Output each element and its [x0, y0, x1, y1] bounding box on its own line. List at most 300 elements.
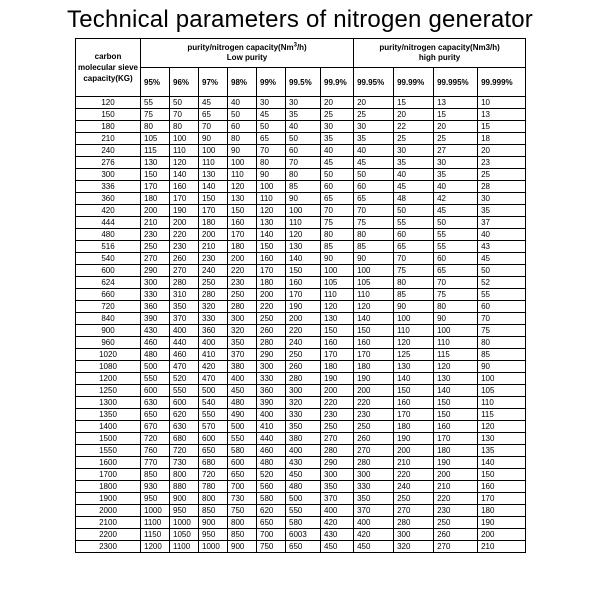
- nitrogen-capacity-cell: 110: [394, 325, 434, 337]
- purity-header: 97%: [199, 68, 228, 97]
- nitrogen-capacity-cell: 35: [321, 133, 354, 145]
- nitrogen-capacity-cell: 650: [228, 469, 257, 481]
- nitrogen-capacity-cell: 260: [286, 361, 321, 373]
- nitrogen-capacity-cell: 150: [434, 409, 478, 421]
- nitrogen-capacity-cell: 800: [199, 493, 228, 505]
- nitrogen-capacity-cell: 1000: [141, 505, 170, 517]
- nitrogen-capacity-cell: 25: [434, 133, 478, 145]
- table-row: [76, 109, 526, 121]
- nitrogen-capacity-cell: 13: [434, 97, 478, 109]
- purity-header: 99.995%: [434, 68, 478, 97]
- nitrogen-capacity-cell: 20: [354, 97, 394, 109]
- nitrogen-capacity-cell: 80: [141, 121, 170, 133]
- nitrogen-capacity-cell: 25: [354, 109, 394, 121]
- nitrogen-capacity-cell: 460: [141, 337, 170, 349]
- nitrogen-capacity-cell: 320: [228, 325, 257, 337]
- nitrogen-capacity-cell: 150: [228, 205, 257, 217]
- nitrogen-capacity-cell: 20: [321, 97, 354, 109]
- nitrogen-capacity-cell: 120: [478, 421, 526, 433]
- nitrogen-capacity-cell: 470: [199, 373, 228, 385]
- nitrogen-capacity-cell: 280: [228, 301, 257, 313]
- purity-header: 98%: [228, 68, 257, 97]
- nitrogen-capacity-cell: 45: [434, 205, 478, 217]
- nitrogen-capacity-cell: 270: [434, 541, 478, 553]
- nitrogen-capacity-cell: 70: [354, 205, 394, 217]
- nitrogen-capacity-cell: 270: [141, 253, 170, 265]
- nitrogen-capacity-cell: 130: [286, 241, 321, 253]
- table-row: [76, 469, 526, 481]
- nitrogen-capacity-cell: 520: [170, 373, 199, 385]
- nitrogen-capacity-cell: 90: [394, 301, 434, 313]
- purity-header: 99.9%: [321, 68, 354, 97]
- table-row: [76, 541, 526, 553]
- nitrogen-capacity-cell: 50: [170, 97, 199, 109]
- nitrogen-capacity-cell: 240: [199, 265, 228, 277]
- nitrogen-capacity-cell: 180: [141, 193, 170, 205]
- nitrogen-capacity-cell: 50: [354, 169, 394, 181]
- nitrogen-capacity-cell: 330: [141, 289, 170, 301]
- table-row: [76, 433, 526, 445]
- nitrogen-capacity-cell: 180: [228, 241, 257, 253]
- nitrogen-capacity-cell: 270: [170, 265, 199, 277]
- nitrogen-capacity-cell: 60: [321, 181, 354, 193]
- nitrogen-capacity-cell: 200: [434, 469, 478, 481]
- nitrogen-capacity-cell: 750: [228, 505, 257, 517]
- table-row: [76, 481, 526, 493]
- nitrogen-capacity-cell: 130: [228, 193, 257, 205]
- nitrogen-capacity-cell: 100: [199, 145, 228, 157]
- nitrogen-capacity-cell: 220: [321, 397, 354, 409]
- nitrogen-capacity-cell: 280: [354, 457, 394, 469]
- nitrogen-capacity-cell: 190: [286, 301, 321, 313]
- nitrogen-capacity-cell: 160: [394, 397, 434, 409]
- nitrogen-capacity-cell: 440: [170, 337, 199, 349]
- nitrogen-capacity-cell: 100: [394, 313, 434, 325]
- nitrogen-capacity-cell: 50: [286, 133, 321, 145]
- nitrogen-capacity-cell: 720: [141, 433, 170, 445]
- nitrogen-capacity-cell: 100: [228, 157, 257, 169]
- nitrogen-capacity-cell: 30: [257, 97, 286, 109]
- nitrogen-capacity-cell: 410: [257, 421, 286, 433]
- nitrogen-capacity-cell: 50: [434, 217, 478, 229]
- purity-header: 95%: [141, 68, 170, 97]
- nitrogen-capacity-cell: 190: [394, 433, 434, 445]
- nitrogen-capacity-cell: 80: [170, 121, 199, 133]
- sieve-capacity-cell: 2100: [76, 517, 141, 529]
- table-row: [76, 421, 526, 433]
- table-row: [76, 121, 526, 133]
- nitrogen-capacity-cell: 600: [228, 457, 257, 469]
- purity-header: 99.99%: [394, 68, 434, 97]
- low-purity-label: Low purity: [226, 53, 268, 62]
- nitrogen-capacity-cell: 330: [286, 409, 321, 421]
- table-row: [76, 505, 526, 517]
- nitrogen-capacity-cell: 600: [199, 433, 228, 445]
- nitrogen-capacity-cell: 15: [434, 109, 478, 121]
- nitrogen-capacity-cell: 6003: [286, 529, 321, 541]
- nitrogen-capacity-cell: 85: [354, 241, 394, 253]
- nitrogen-capacity-cell: 120: [257, 205, 286, 217]
- nitrogen-capacity-cell: 150: [321, 325, 354, 337]
- nitrogen-capacity-cell: 420: [199, 361, 228, 373]
- nitrogen-capacity-cell: 90: [478, 361, 526, 373]
- nitrogen-capacity-cell: 37: [478, 217, 526, 229]
- nitrogen-capacity-cell: 170: [199, 205, 228, 217]
- nitrogen-capacity-cell: 120: [434, 361, 478, 373]
- header-group-row: [76, 39, 526, 68]
- sieve-capacity-cell: 1400: [76, 421, 141, 433]
- nitrogen-capacity-cell: 65: [321, 193, 354, 205]
- nitrogen-capacity-cell: 1000: [170, 517, 199, 529]
- nitrogen-capacity-cell: 370: [170, 313, 199, 325]
- nitrogen-capacity-cell: 90: [434, 313, 478, 325]
- nitrogen-capacity-cell: 130: [478, 433, 526, 445]
- nitrogen-capacity-cell: 250: [199, 277, 228, 289]
- nitrogen-capacity-cell: 35: [434, 169, 478, 181]
- nitrogen-capacity-cell: 300: [141, 277, 170, 289]
- nitrogen-capacity-cell: 40: [228, 97, 257, 109]
- nitrogen-capacity-cell: 270: [354, 445, 394, 457]
- sieve-capacity-cell: 1300: [76, 397, 141, 409]
- nitrogen-capacity-cell: 70: [478, 313, 526, 325]
- nitrogen-capacity-cell: 620: [257, 505, 286, 517]
- sieve-capacity-cell: 1350: [76, 409, 141, 421]
- nitrogen-capacity-cell: 250: [228, 289, 257, 301]
- nitrogen-capacity-cell: 430: [286, 457, 321, 469]
- nitrogen-capacity-cell: 125: [394, 349, 434, 361]
- nitrogen-capacity-cell: 130: [257, 217, 286, 229]
- nitrogen-capacity-cell: 110: [257, 193, 286, 205]
- nitrogen-capacity-cell: 100: [434, 325, 478, 337]
- nitrogen-capacity-cell: 90: [286, 193, 321, 205]
- nitrogen-capacity-cell: 400: [354, 517, 394, 529]
- table-row: [76, 373, 526, 385]
- table-row: [76, 517, 526, 529]
- table-row: [76, 253, 526, 265]
- nitrogen-capacity-cell: 240: [394, 481, 434, 493]
- nitrogen-capacity-cell: 480: [141, 349, 170, 361]
- nitrogen-capacity-cell: 150: [257, 241, 286, 253]
- nitrogen-capacity-cell: 600: [141, 385, 170, 397]
- table-row: [76, 301, 526, 313]
- nitrogen-capacity-cell: 140: [170, 169, 199, 181]
- nitrogen-capacity-cell: 360: [257, 385, 286, 397]
- nitrogen-capacity-cell: 300: [321, 469, 354, 481]
- table-row: [76, 385, 526, 397]
- nitrogen-capacity-cell: 900: [170, 493, 199, 505]
- purity-header: 99.5%: [286, 68, 321, 97]
- purity-header: 96%: [170, 68, 199, 97]
- nitrogen-capacity-cell: 150: [354, 325, 394, 337]
- nitrogen-capacity-cell: 180: [257, 277, 286, 289]
- table-row: [76, 205, 526, 217]
- nitrogen-capacity-cell: 250: [286, 349, 321, 361]
- table-row: [76, 217, 526, 229]
- sieve-capacity-cell: 1200: [76, 373, 141, 385]
- nitrogen-capacity-cell: 200: [170, 217, 199, 229]
- nitrogen-capacity-cell: 250: [394, 493, 434, 505]
- nitrogen-capacity-cell: 720: [199, 469, 228, 481]
- nitrogen-capacity-cell: 400: [170, 325, 199, 337]
- nitrogen-capacity-cell: 70: [394, 253, 434, 265]
- nitrogen-capacity-cell: 580: [286, 517, 321, 529]
- nitrogen-capacity-cell: 170: [286, 289, 321, 301]
- nitrogen-capacity-cell: 60: [228, 121, 257, 133]
- nitrogen-capacity-cell: 115: [478, 409, 526, 421]
- nitrogen-capacity-cell: 55: [394, 217, 434, 229]
- nitrogen-capacity-cell: 110: [170, 145, 199, 157]
- nitrogen-capacity-cell: 45: [199, 97, 228, 109]
- sieve-capacity-cell: 2000: [76, 505, 141, 517]
- sieve-capacity-cell: 1020: [76, 349, 141, 361]
- nitrogen-capacity-cell: 110: [321, 289, 354, 301]
- nitrogen-capacity-cell: 80: [434, 301, 478, 313]
- nitrogen-capacity-cell: 13: [478, 109, 526, 121]
- nitrogen-capacity-cell: 170: [478, 493, 526, 505]
- nitrogen-capacity-cell: 680: [199, 457, 228, 469]
- nitrogen-capacity-cell: 65: [257, 133, 286, 145]
- nitrogen-capacity-cell: 65: [354, 193, 394, 205]
- low-purity-group-header: [141, 39, 354, 68]
- table-row: [76, 145, 526, 157]
- nitrogen-capacity-cell: 85: [286, 181, 321, 193]
- nitrogen-capacity-cell: 950: [170, 505, 199, 517]
- nitrogen-capacity-cell: 930: [141, 481, 170, 493]
- nitrogen-capacity-cell: 55: [434, 229, 478, 241]
- nitrogen-capacity-cell: 52: [478, 277, 526, 289]
- nitrogen-capacity-cell: 48: [394, 193, 434, 205]
- nitrogen-capacity-cell: 370: [321, 493, 354, 505]
- nitrogen-capacity-cell: 180: [354, 361, 394, 373]
- nitrogen-capacity-cell: 580: [257, 493, 286, 505]
- nitrogen-capacity-cell: 150: [394, 385, 434, 397]
- nitrogen-capacity-cell: 170: [141, 181, 170, 193]
- nitrogen-capacity-cell: 350: [321, 481, 354, 493]
- nitrogen-capacity-cell: 230: [321, 409, 354, 421]
- nitrogen-capacity-cell: 80: [286, 169, 321, 181]
- nitrogen-capacity-cell: 50: [257, 121, 286, 133]
- nitrogen-capacity-cell: 10: [478, 97, 526, 109]
- nitrogen-capacity-cell: 80: [394, 277, 434, 289]
- nitrogen-capacity-cell: 160: [434, 421, 478, 433]
- nitrogen-capacity-cell: 160: [228, 217, 257, 229]
- nitrogen-capacity-cell: 120: [354, 301, 394, 313]
- nitrogen-capacity-cell: 950: [141, 493, 170, 505]
- nitrogen-capacity-cell: 45: [478, 253, 526, 265]
- nitrogen-capacity-cell: 30: [321, 121, 354, 133]
- sieve-capacity-cell: 276: [76, 157, 141, 169]
- table-row: [76, 169, 526, 181]
- nitrogen-capacity-cell: 550: [286, 505, 321, 517]
- nitrogen-capacity-cell: 190: [434, 457, 478, 469]
- nitrogen-capacity-cell: 20: [478, 145, 526, 157]
- nitrogen-capacity-cell: 370: [354, 505, 394, 517]
- nitrogen-capacity-cell: 70: [257, 145, 286, 157]
- nitrogen-capacity-cell: 35: [354, 133, 394, 145]
- nitrogen-capacity-cell: 250: [434, 517, 478, 529]
- sieve-capacity-cell: 1800: [76, 481, 141, 493]
- nitrogen-capacity-cell: 75: [478, 325, 526, 337]
- nitrogen-capacity-cell: 200: [354, 385, 394, 397]
- nitrogen-capacity-cell: 410: [199, 349, 228, 361]
- nitrogen-capacity-cell: 115: [434, 349, 478, 361]
- nitrogen-capacity-cell: 280: [286, 373, 321, 385]
- nitrogen-capacity-cell: 400: [286, 445, 321, 457]
- nitrogen-capacity-cell: 65: [434, 265, 478, 277]
- nitrogen-capacity-cell: 280: [321, 445, 354, 457]
- sieve-capacity-cell: 300: [76, 169, 141, 181]
- nitrogen-capacity-cell: 170: [228, 229, 257, 241]
- nitrogen-capacity-cell: 115: [141, 145, 170, 157]
- table-row: [76, 349, 526, 361]
- nitrogen-capacity-cell: 190: [354, 373, 394, 385]
- nitrogen-capacity-cell: 450: [321, 541, 354, 553]
- nitrogen-capacity-cell: 350: [228, 337, 257, 349]
- nitrogen-capacity-cell: 190: [321, 373, 354, 385]
- sieve-capacity-cell: 1080: [76, 361, 141, 373]
- table-header: [76, 39, 526, 97]
- nitrogen-capacity-cell: 210: [141, 217, 170, 229]
- nitrogen-capacity-cell: 550: [199, 409, 228, 421]
- nitrogen-capacity-cell: 85: [394, 289, 434, 301]
- nitrogen-capacity-cell: 250: [321, 421, 354, 433]
- sieve-capacity-cell: 720: [76, 301, 141, 313]
- sieve-capacity-cell: 624: [76, 277, 141, 289]
- nitrogen-capacity-cell: 60: [286, 145, 321, 157]
- nitrogen-capacity-cell: 600: [170, 397, 199, 409]
- nitrogen-capacity-cell: 230: [199, 253, 228, 265]
- sieve-capacity-cell: 120: [76, 97, 141, 109]
- nitrogen-capacity-cell: 850: [199, 505, 228, 517]
- nitrogen-capacity-cell: 45: [354, 157, 394, 169]
- nitrogen-capacity-cell: 300: [394, 529, 434, 541]
- nitrogen-capacity-cell: 43: [478, 241, 526, 253]
- nitrogen-capacity-cell: 110: [434, 337, 478, 349]
- nitrogen-capacity-cell: 200: [199, 229, 228, 241]
- nitrogen-capacity-cell: 630: [141, 397, 170, 409]
- nitrogen-capacity-cell: 20: [434, 121, 478, 133]
- sieve-capacity-cell: 960: [76, 337, 141, 349]
- nitrogen-capacity-cell: 900: [228, 541, 257, 553]
- nitrogen-capacity-cell: 100: [321, 265, 354, 277]
- nitrogen-capacity-cell: 190: [478, 517, 526, 529]
- nitrogen-capacity-cell: 550: [170, 385, 199, 397]
- nitrogen-capacity-cell: 550: [228, 433, 257, 445]
- nitrogen-capacity-cell: 220: [434, 493, 478, 505]
- table-row: [76, 337, 526, 349]
- nitrogen-capacity-cell: 120: [321, 301, 354, 313]
- nitrogen-capacity-cell: 35: [478, 205, 526, 217]
- nitrogen-capacity-cell: 880: [170, 481, 199, 493]
- nitrogen-capacity-cell: 50: [394, 205, 434, 217]
- nitrogen-capacity-cell: 700: [228, 481, 257, 493]
- nitrogen-capacity-cell: 28: [478, 181, 526, 193]
- nitrogen-capacity-cell: 290: [321, 457, 354, 469]
- nitrogen-capacity-cell: 140: [199, 181, 228, 193]
- nitrogen-capacity-cell: 330: [257, 373, 286, 385]
- nitrogen-capacity-cell: 105: [321, 277, 354, 289]
- table-row: [76, 229, 526, 241]
- nitrogen-capacity-cell: 430: [321, 529, 354, 541]
- nitrogen-capacity-cell: 55: [478, 289, 526, 301]
- nitrogen-capacity-cell: 100: [170, 133, 199, 145]
- nitrogen-capacity-cell: 400: [199, 337, 228, 349]
- nitrogen-capacity-cell: 210: [199, 241, 228, 253]
- nitrogen-capacity-cell: 170: [394, 409, 434, 421]
- nitrogen-capacity-cell: 800: [228, 517, 257, 529]
- sieve-capacity-cell: 1250: [76, 385, 141, 397]
- nitrogen-capacity-cell: 150: [478, 469, 526, 481]
- nitrogen-capacity-cell: 150: [141, 169, 170, 181]
- nitrogen-capacity-cell: 850: [228, 529, 257, 541]
- nitrogen-capacity-cell: 500: [228, 421, 257, 433]
- nitrogen-capacity-cell: 220: [354, 397, 394, 409]
- table-row: [76, 289, 526, 301]
- nitrogen-capacity-cell: 50: [478, 265, 526, 277]
- purity-header: 99.95%: [354, 68, 394, 97]
- nitrogen-capacity-cell: 560: [257, 481, 286, 493]
- nitrogen-capacity-cell: 300: [228, 313, 257, 325]
- nitrogen-capacity-cell: 330: [354, 481, 394, 493]
- nitrogen-capacity-cell: 100: [354, 265, 394, 277]
- nitrogen-capacity-cell: 440: [257, 433, 286, 445]
- nitrogen-capacity-cell: 130: [141, 157, 170, 169]
- nitrogen-capacity-cell: 130: [394, 361, 434, 373]
- nitrogen-capacity-cell: 270: [394, 505, 434, 517]
- nitrogen-capacity-cell: 75: [321, 217, 354, 229]
- sieve-capacity-cell: 540: [76, 253, 141, 265]
- nitrogen-capacity-cell: 110: [286, 217, 321, 229]
- nitrogen-capacity-cell: 200: [257, 289, 286, 301]
- nitrogen-capacity-cell: 650: [199, 445, 228, 457]
- nitrogen-capacity-cell: 45: [321, 157, 354, 169]
- nitrogen-capacity-cell: 160: [321, 337, 354, 349]
- nitrogen-capacity-cell: 50: [321, 169, 354, 181]
- high-purity-capacity-label: purity/nitrogen capacity(Nm3/h): [379, 43, 500, 52]
- nitrogen-capacity-cell: 180: [434, 445, 478, 457]
- nitrogen-capacity-cell: 400: [321, 505, 354, 517]
- nitrogen-capacity-cell: 60: [434, 253, 478, 265]
- sieve-capacity-cell: 660: [76, 289, 141, 301]
- nitrogen-capacity-cell: 460: [170, 349, 199, 361]
- nitrogen-capacity-cell: 250: [257, 313, 286, 325]
- sieve-capacity-cell: 600: [76, 265, 141, 277]
- nitrogen-capacity-cell: 70: [434, 277, 478, 289]
- nitrogen-capacity-cell: 45: [394, 181, 434, 193]
- nitrogen-capacity-cell: 280: [170, 277, 199, 289]
- nitrogen-capacity-cell: 520: [257, 469, 286, 481]
- sieve-capacity-cell: 360: [76, 193, 141, 205]
- nitrogen-capacity-cell: 180: [394, 421, 434, 433]
- nitrogen-capacity-cell: 650: [141, 409, 170, 421]
- nitrogen-capacity-cell: 250: [141, 241, 170, 253]
- nitrogen-capacity-cell: 500: [199, 385, 228, 397]
- table-row: [76, 409, 526, 421]
- nitrogen-capacity-cell: 140: [478, 457, 526, 469]
- table-row: [76, 529, 526, 541]
- nitrogen-capacity-cell: 120: [228, 181, 257, 193]
- nitrogen-capacity-cell: 18: [478, 133, 526, 145]
- nitrogen-capacity-cell: 430: [141, 325, 170, 337]
- nitrogen-capacity-cell: 110: [354, 289, 394, 301]
- table-row: [76, 157, 526, 169]
- nitrogen-capacity-cell: 210: [478, 541, 526, 553]
- nitrogen-capacity-cell: 25: [321, 109, 354, 121]
- sieve-capacity-cell: 1600: [76, 457, 141, 469]
- nitrogen-capacity-cell: 75: [434, 289, 478, 301]
- nitrogen-capacity-cell: 400: [228, 373, 257, 385]
- nitrogen-capacity-cell: 50: [228, 109, 257, 121]
